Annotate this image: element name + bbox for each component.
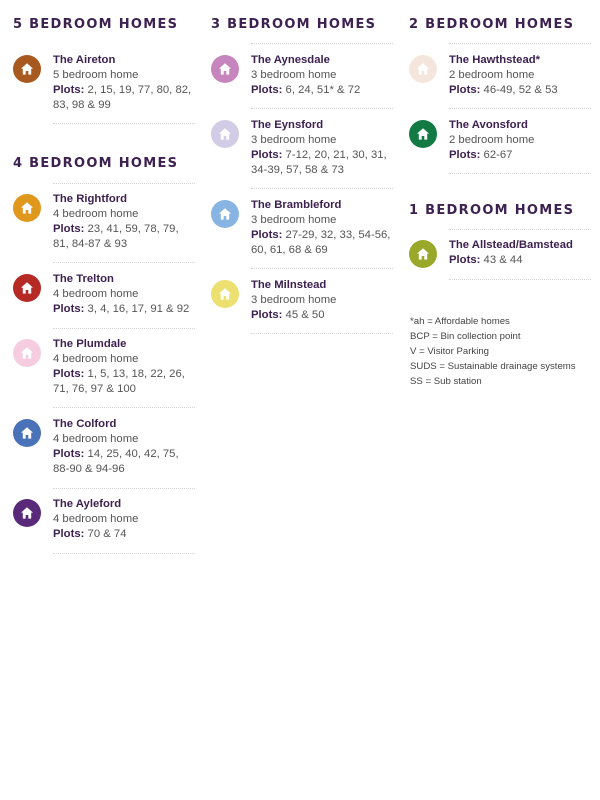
divider xyxy=(53,407,195,408)
home-description: 4 bedroom home xyxy=(53,353,139,365)
plots-label: Plots: xyxy=(449,149,481,161)
plots-label: Plots: xyxy=(251,149,283,161)
legend-item-affordable: *ah = Affordable homes xyxy=(410,316,510,327)
home-plots xyxy=(53,302,195,317)
plots-label: Plots: xyxy=(251,309,283,321)
plots-value: 27-29, 32, 33, 54-56, 60, 61, 68 & 69 xyxy=(251,229,391,256)
home-entry-text xyxy=(53,192,195,252)
plots-value: 62-67 xyxy=(483,149,513,161)
home-plots xyxy=(53,222,195,252)
divider xyxy=(53,553,195,554)
plots-value: 1, 5, 13, 18, 22, 26, 71, 76, 97 & 100 xyxy=(53,368,185,395)
plots-value: 45 & 50 xyxy=(285,309,325,321)
home-plots xyxy=(53,447,195,477)
home-description: 4 bedroom home xyxy=(53,208,139,220)
house-icon xyxy=(13,274,41,302)
home-name: The Eynsford xyxy=(251,119,324,131)
home-name: The Trelton xyxy=(53,273,114,285)
plots-label: Plots: xyxy=(251,84,283,96)
home-description: 5 bedroom home xyxy=(53,69,139,81)
home-entry-text xyxy=(53,417,195,477)
section-title-3-bedroom: 3 BEDROOM HOMES xyxy=(211,17,377,32)
home-description: 2 bedroom home xyxy=(449,69,535,81)
home-plots xyxy=(53,83,195,113)
home-plots xyxy=(53,527,195,542)
plots-label: Plots: xyxy=(449,254,481,266)
plots-value: 23, 41, 59, 78, 79, 81, 84-87 & 93 xyxy=(53,223,179,250)
divider xyxy=(251,108,393,109)
house-icon xyxy=(211,55,239,83)
home-name: The Hawthstead* xyxy=(449,54,541,66)
divider xyxy=(53,183,195,184)
home-name: The Rightford xyxy=(53,193,128,205)
divider xyxy=(449,279,591,280)
legend-item-sub-station: SS = Sub station xyxy=(410,376,482,387)
plots-label: Plots: xyxy=(53,528,85,540)
plots-label: Plots: xyxy=(53,223,85,235)
home-entry-text xyxy=(449,53,591,98)
plots-value: 7-12, 20, 21, 30, 31, 34-39, 57, 58 & 73 xyxy=(251,149,387,176)
house-icon xyxy=(13,55,41,83)
house-icon xyxy=(13,499,41,527)
section-title-4-bedroom: 4 BEDROOM HOMES xyxy=(13,156,179,171)
home-name: The Ayleford xyxy=(53,498,122,510)
home-plots xyxy=(251,83,393,98)
plots-label: Plots: xyxy=(251,229,283,241)
home-name: The Aynesdale xyxy=(251,54,330,66)
home-description: 4 bedroom home xyxy=(53,288,139,300)
home-description: 4 bedroom home xyxy=(53,433,139,445)
legend-item-bin-collection: BCP = Bin collection point xyxy=(410,331,521,342)
home-entry-text xyxy=(449,118,591,163)
plots-label: Plots: xyxy=(53,303,85,315)
legend-item-suds: SUDS = Sustainable drainage systems xyxy=(410,361,576,372)
divider xyxy=(449,229,591,230)
plots-value: 46-49, 52 & 53 xyxy=(483,84,558,96)
home-description: 2 bedroom home xyxy=(449,134,535,146)
home-entry-text xyxy=(53,53,195,113)
home-plots xyxy=(251,228,393,258)
house-icon xyxy=(211,280,239,308)
legend-item-visitor-parking: V = Visitor Parking xyxy=(410,346,490,357)
home-description: 3 bedroom home xyxy=(251,214,337,226)
plots-value: 43 & 44 xyxy=(483,254,523,266)
plots-value: 14, 25, 40, 42, 75, 88-90 & 94-96 xyxy=(53,448,179,475)
plots-label: Plots: xyxy=(53,368,85,380)
divider xyxy=(449,173,591,174)
home-name: The Colford xyxy=(53,418,117,430)
home-name: The Plumdale xyxy=(53,338,127,350)
house-icon xyxy=(13,339,41,367)
home-entry-text xyxy=(53,337,195,397)
section-title-5-bedroom: 5 BEDROOM HOMES xyxy=(13,17,179,32)
home-name: The Brambleford xyxy=(251,199,342,211)
abbreviations-legend xyxy=(410,314,595,389)
divider xyxy=(251,188,393,189)
divider xyxy=(53,123,195,124)
section-title-2-bedroom: 2 BEDROOM HOMES xyxy=(409,17,575,32)
home-entry-text xyxy=(251,278,393,323)
divider xyxy=(449,43,591,44)
plots-label: Plots: xyxy=(449,84,481,96)
home-entry-text xyxy=(53,497,195,542)
divider xyxy=(251,43,393,44)
house-icon xyxy=(211,200,239,228)
divider xyxy=(251,333,393,334)
home-plots xyxy=(449,253,591,268)
home-description: 3 bedroom home xyxy=(251,294,337,306)
home-plots xyxy=(251,148,393,178)
home-entry-text xyxy=(251,118,393,178)
house-icon xyxy=(409,120,437,148)
home-description: 4 bedroom home xyxy=(53,513,139,525)
home-plots xyxy=(251,308,393,323)
divider xyxy=(449,108,591,109)
home-entry-text xyxy=(53,272,195,317)
home-name: The Avonsford xyxy=(449,119,528,131)
plots-value: 2, 15, 19, 77, 80, 82, 83, 98 & 99 xyxy=(53,84,192,111)
house-icon xyxy=(13,194,41,222)
divider xyxy=(53,328,195,329)
plots-label: Plots: xyxy=(53,84,85,96)
home-plots xyxy=(449,83,591,98)
divider xyxy=(53,488,195,489)
home-name: The Allstead/Bamstead xyxy=(449,239,573,251)
home-description: 3 bedroom home xyxy=(251,69,337,81)
home-name: The Aireton xyxy=(53,54,116,66)
plots-value: 6, 24, 51* & 72 xyxy=(285,84,361,96)
house-icon xyxy=(409,240,437,268)
home-entry-text xyxy=(251,53,393,98)
divider xyxy=(251,268,393,269)
plots-value: 70 & 74 xyxy=(87,528,127,540)
home-plots xyxy=(449,148,591,163)
home-entry-text xyxy=(449,238,591,268)
home-description: 3 bedroom home xyxy=(251,134,337,146)
home-plots xyxy=(53,367,195,397)
plots-label: Plots: xyxy=(53,448,85,460)
section-title-1-bedroom: 1 BEDROOM HOMES xyxy=(409,203,575,218)
house-icon xyxy=(13,419,41,447)
plots-value: 3, 4, 16, 17, 91 & 92 xyxy=(87,303,190,315)
home-entry-text xyxy=(251,198,393,258)
house-icon xyxy=(211,120,239,148)
divider xyxy=(53,262,195,263)
home-name: The Milnstead xyxy=(251,279,327,291)
house-icon xyxy=(409,55,437,83)
